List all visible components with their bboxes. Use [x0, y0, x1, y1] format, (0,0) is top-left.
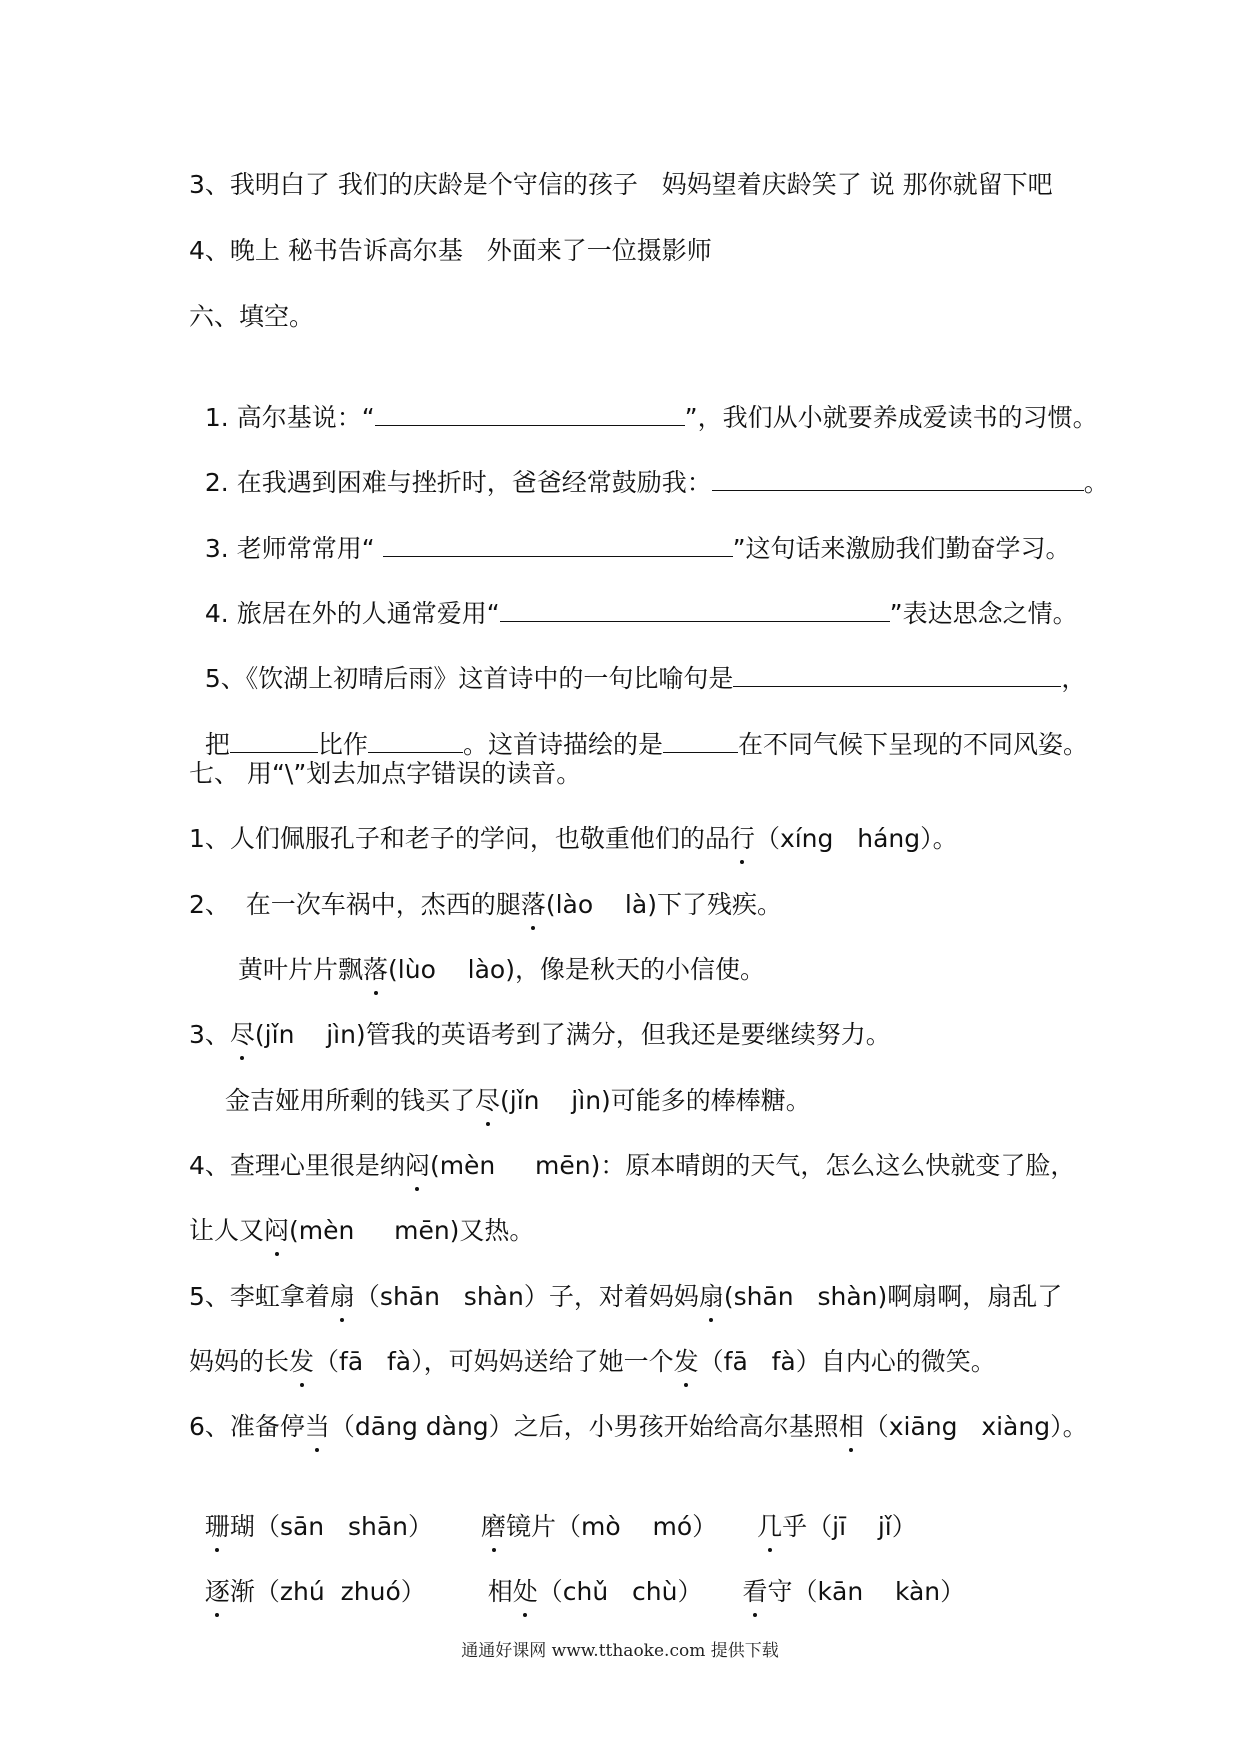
text: （sān shān）	[254, 1512, 434, 1541]
fill-4	[189, 561, 1078, 631]
text: （xiāng xiàng）。	[863, 1412, 1088, 1441]
text: 3、	[189, 1020, 230, 1049]
blank	[663, 726, 738, 753]
dotted-char: 尽	[475, 1084, 500, 1118]
text: 在不同气候下呈现的不同风姿。	[737, 730, 1088, 759]
line-5-3: 3、我明白了 我们的庆龄是个守信的孩子 妈妈望着庆龄笑了 说 那你就留下吧	[189, 170, 1053, 199]
text: (lùo lào)，像是秋天的小信使。	[388, 955, 765, 984]
blank	[383, 530, 733, 557]
text: 4、查理心里很是纳	[189, 1151, 405, 1180]
fill-1	[189, 365, 1098, 435]
section-7-heading: 七、 用“\”划去加点字错误的读音。	[189, 759, 582, 788]
text: 让人又	[189, 1216, 265, 1245]
dotted-char: 看	[743, 1575, 768, 1609]
dotted-char: 尽	[230, 1018, 255, 1052]
q2-cont	[238, 953, 765, 987]
fill-2	[189, 430, 1109, 500]
dotted-char: 磨	[481, 1510, 506, 1544]
line-5-4: 4、晚上 秘书告诉高尔基 外面来了一位摄影师	[189, 236, 712, 265]
q1	[189, 822, 958, 856]
dotted-char: 扇	[699, 1280, 724, 1314]
q5	[189, 1280, 1062, 1314]
text: 1. 高尔基说：“	[204, 403, 375, 432]
fill-5	[189, 626, 1086, 696]
blank	[733, 660, 1061, 687]
text: （fā fà），可妈妈送给了她一个	[314, 1347, 674, 1376]
text: 5、《饮湖上初晴后雨》这首诗中的一句比喻句是	[204, 664, 734, 693]
text: （dāng dàng）之后，小男孩开始给高尔基照	[329, 1412, 839, 1441]
dotted-char: 扇	[330, 1280, 355, 1314]
blank	[500, 595, 890, 622]
words-row-2	[189, 1541, 965, 1609]
dotted-char: 闷	[264, 1214, 289, 1248]
text: (lào là)下了残疾。	[545, 890, 782, 919]
text: （chǔ chù）	[537, 1577, 703, 1606]
text: 瑚	[229, 1512, 255, 1541]
text: 黄叶片片飘	[238, 955, 364, 984]
text: (jǐn jìn)可能多的棒棒糖。	[500, 1086, 811, 1115]
words-row-1	[189, 1476, 917, 1544]
blank	[375, 399, 685, 426]
text: 守（kān kàn）	[767, 1577, 966, 1606]
page-footer: 通通好课网 www.tthaoke.com 提供下载	[461, 1641, 779, 1661]
text: 1、人们佩服孔子和老子的学问，也敬重他们的品	[189, 824, 730, 853]
dotted-char: 相	[839, 1410, 864, 1444]
dotted-char: 几	[757, 1510, 782, 1544]
dotted-char: 闷	[405, 1149, 430, 1183]
fill-5-cont	[189, 692, 1088, 762]
q3-cont	[225, 1084, 811, 1118]
text: (shān shàn)啊扇啊，扇乱了	[723, 1282, 1063, 1311]
dotted-char: 发	[674, 1345, 699, 1379]
dotted-char: 行	[730, 822, 755, 856]
q6	[189, 1410, 1088, 1444]
section-6-heading: 六、填空。	[189, 302, 315, 331]
text: 乎（jī jǐ）	[782, 1512, 917, 1541]
fill-3	[189, 496, 1071, 566]
dotted-char: 落	[363, 953, 388, 987]
text: 金吉娅用所剩的钱买了	[225, 1086, 476, 1115]
text: 。这首诗描绘的是	[462, 730, 663, 759]
text: 4. 旅居在外的人通常爱用“	[204, 599, 500, 628]
text: （xíng háng）。	[754, 824, 958, 853]
text: 。	[1083, 468, 1109, 497]
text: ”表达思念之情。	[889, 599, 1078, 628]
text: 妈妈的长	[189, 1347, 290, 1376]
text: 相	[487, 1577, 513, 1606]
text: 3. 老师常常用“	[204, 534, 383, 563]
q2	[189, 888, 782, 922]
q3	[189, 1018, 891, 1052]
text: 2. 在我遇到困难与挫折时，爸爸经常鼓励我：	[204, 468, 712, 497]
text: （fā fà）自内心的微笑。	[698, 1347, 996, 1376]
text: 镜片（mò mó）	[506, 1512, 718, 1541]
dotted-char: 落	[521, 888, 546, 922]
text: (mèn mēn)：原本晴朗的天气，怎么这么快就变了脸，	[429, 1151, 1076, 1180]
text: (mèn mēn)又热。	[289, 1216, 535, 1245]
text: (jǐn jìn)管我的英语考到了满分，但我还是要继续努力。	[254, 1020, 891, 1049]
text: 5、李虹拿着	[189, 1282, 330, 1311]
q5-cont	[189, 1345, 996, 1379]
dotted-char: 处	[513, 1575, 538, 1609]
text: ”这句话来激励我们勤奋学习。	[732, 534, 1071, 563]
q4-cont	[189, 1214, 534, 1248]
q4	[189, 1149, 1075, 1183]
dotted-char: 珊	[205, 1510, 230, 1544]
dotted-char: 发	[289, 1345, 314, 1379]
blank	[712, 464, 1084, 491]
text: 把	[204, 730, 230, 759]
dotted-char: 逐	[205, 1575, 230, 1609]
text: ，	[1061, 664, 1087, 693]
text: 2、 在一次车祸中，杰西的腿	[189, 890, 521, 919]
blank	[368, 726, 463, 753]
text: ”，我们从小就要养成爱读书的习惯。	[684, 403, 1098, 432]
dotted-char: 当	[305, 1410, 330, 1444]
text: 6、准备停	[189, 1412, 305, 1441]
text: 渐（zhú zhuó）	[229, 1577, 426, 1606]
text: （shān shàn）子，对着妈妈	[354, 1282, 699, 1311]
blank	[230, 726, 318, 753]
text: 比作	[317, 730, 368, 759]
